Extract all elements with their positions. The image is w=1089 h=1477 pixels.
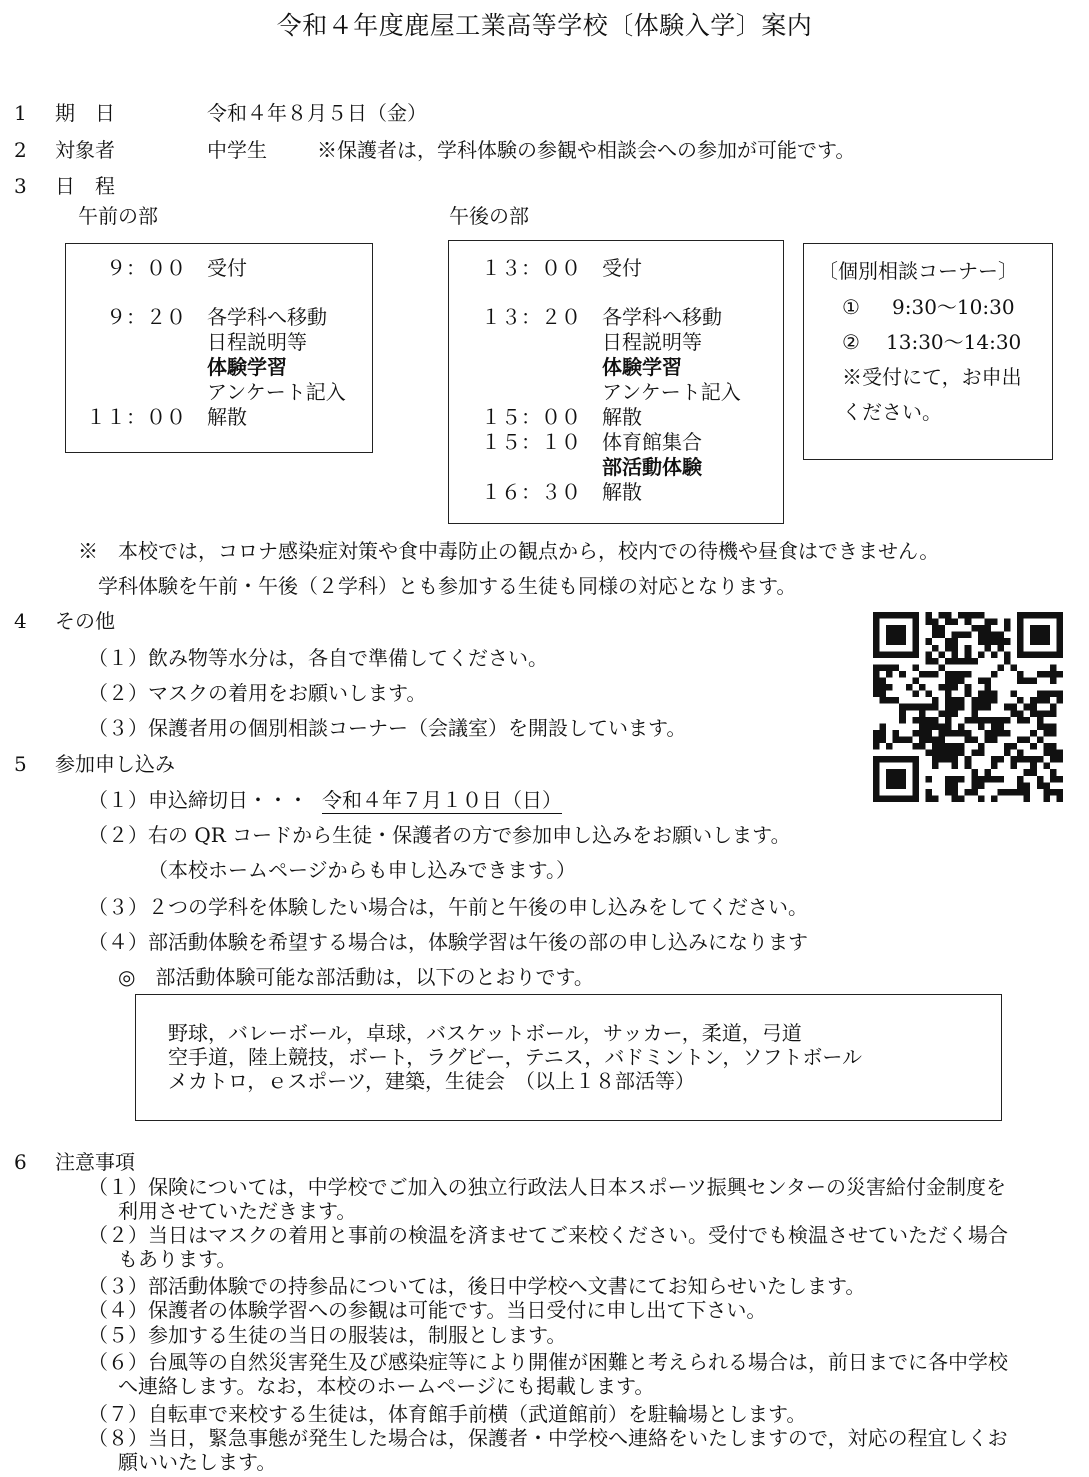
morning-session-title: 午前の部 [78,204,158,228]
guardian-note: ※保護者は，学科体験の参観や相談会への参加が可能です。 [317,138,856,162]
section-5-number: 5 [14,752,27,776]
pm-item-7: 体育館集合 [602,430,702,454]
caution-8: （８）当日，緊急事態が発生した場合は，保護者・中学校へ連絡をいたしますので，対応の程宜しくお [88,1426,1008,1450]
afternoon-schedule-box [448,240,784,524]
pm-item-3: 日程説明等 [602,330,702,354]
consultation-mark-2: ② [842,330,860,354]
caution-3: （３）部活動体験での持参品については，後日中学校へ文書にてお知らせいたします。 [88,1274,866,1298]
caution-8-cont: 願いいたします。 [118,1450,277,1474]
pm-time-6: １５：００ [481,405,581,429]
am-item-5: アンケート記入 [207,380,346,404]
am-item-4: 体験学習 [207,355,287,379]
morning-schedule-box [65,243,373,453]
caution-1: （１）保険については，中学校でご加入の独立行政法人日本スポーツ振興センターの災害給付金制度を [88,1175,1006,1199]
pm-time-1: １３：００ [481,256,581,280]
section-5-label: 参加申し込み [55,752,175,776]
section-3-number: 3 [14,174,27,198]
caution-4: （４）保護者の体験学習への参観は可能です。当日受付に申し出て下さい。 [88,1298,767,1322]
caution-7: （７）自転車で来校する生徒は，体育館手前横（武道館前）を駐輪場とします。 [88,1402,807,1426]
pm-item-1: 受付 [602,256,642,280]
consultation-time-2: 13:30～14:30 [886,330,1022,354]
am-item-1: 受付 [207,256,247,280]
page-title: 令和４年度鹿屋工業高等学校〔体験入学〕案内 [276,11,813,40]
pm-time-2: １３：２０ [481,305,581,329]
pm-item-4: 体験学習 [602,355,682,379]
section-4-number: 4 [14,609,27,633]
clubs-box [135,994,1002,1121]
pm-item-8: 部活動体験 [602,455,702,479]
consultation-mark-1: ① [842,295,860,319]
apply-item-4-sub: ◎ 部活動体験可能な部活動は，以下のとおりです。 [118,965,594,989]
section-6-number: 6 [14,1150,27,1174]
other-item-1: （１）飲み物等水分は，各自で準備してください。 [88,646,548,670]
pm-time-7: １５：１０ [481,430,581,454]
afternoon-session-title: 午後の部 [449,204,529,228]
pm-item-5: アンケート記入 [602,380,741,404]
pm-item-2: 各学科へ移動 [602,305,722,329]
pm-item-9: 解散 [602,480,642,504]
am-item-2: 各学科へ移動 [207,305,327,329]
caution-5: （５）参加する生徒の当日の服装は，制服とします。 [88,1323,567,1347]
other-item-3: （３）保護者用の個別相談コーナー（会議室）を開設しています。 [88,716,687,740]
apply-item-4: （４）部活動体験を希望する場合は，体験学習は午後の部の申し込みになります [88,930,808,954]
deadline-label: （１）申込締切日・・・ [88,788,308,812]
caution-1-cont: 利用させていただきます。 [118,1199,357,1223]
caution-2-cont: もあります。 [118,1247,237,1271]
section-1-number: 1 [14,101,27,125]
am-time-1: ９：００ [106,256,186,280]
section-4-label: その他 [55,609,115,633]
clubs-line-2: 空手道，陸上競技，ボート，ラグビー，テニス，バドミントン，ソフトボール [168,1045,862,1069]
clubs-line-1: 野球，バレーボール，卓球，バスケットボール，サッカー，柔道，弓道 [168,1021,802,1045]
deadline-date: 令和４年７月１０日（日） [322,788,562,812]
caution-6-cont: へ連絡します。なお，本校のホームページにも掲載します。 [118,1374,655,1398]
deadline-line [88,787,562,813]
section-2-label: 対象者 [55,138,115,162]
event-date: 令和４年８月５日（金） [207,101,427,125]
section-6-label: 注意事項 [55,1150,135,1174]
consultation-time-1: 9:30～10:30 [892,295,1015,319]
lunch-note-line1: ※ 本校では，コロナ感染症対策や食中毒防止の観点から，校内での待機や昼食はできません。 [78,539,940,563]
consultation-note-2: ください。 [842,400,942,424]
pm-item-6: 解散 [602,405,642,429]
am-time-2: ９：２０ [106,305,186,329]
section-1-label: 期 日 [55,101,115,125]
caution-2: （２）当日はマスクの着用と事前の検温を済ませてご来校ください。受付でも検温させていただく場合 [88,1223,1008,1247]
apply-item-3: （３）２つの学科を体験したい場合は，午前と午後の申し込みをしてください。 [88,895,808,919]
consultation-title: 〔個別相談コーナー〕 [818,259,1018,283]
am-item-6: 解散 [207,405,247,429]
consultation-box [803,243,1053,460]
caution-6: （６）台風等の自然災害発生及び感染症等により開催が困難と考えられる場合は，前日までに各中学校 [88,1350,1008,1374]
am-time-6: １１：００ [86,405,186,429]
qr-code-image[interactable] [873,612,1063,802]
section-2-number: 2 [14,138,27,162]
target-audience: 中学生 [207,138,267,162]
consultation-note-1: ※受付にて，お申出 [842,365,1022,389]
apply-item-2-sub: （本校ホームページからも申し込みできます。） [148,858,576,882]
am-item-3: 日程説明等 [207,330,307,354]
lunch-note-line2: 学科体験を午前・午後（２学科）とも参加する生徒も同様の対応となります。 [98,574,797,598]
other-item-2: （２）マスクの着用をお願いします。 [88,681,427,705]
pm-time-9: １６：３０ [481,480,581,504]
section-3-label: 日 程 [55,174,115,198]
apply-item-2: （２）右の QR コードから生徒・保護者の方で参加申し込みをお願いします。 [88,823,791,847]
clubs-line-3: メカトロ，ｅスポーツ，建築，生徒会 （以上１８部活等） [168,1069,695,1093]
